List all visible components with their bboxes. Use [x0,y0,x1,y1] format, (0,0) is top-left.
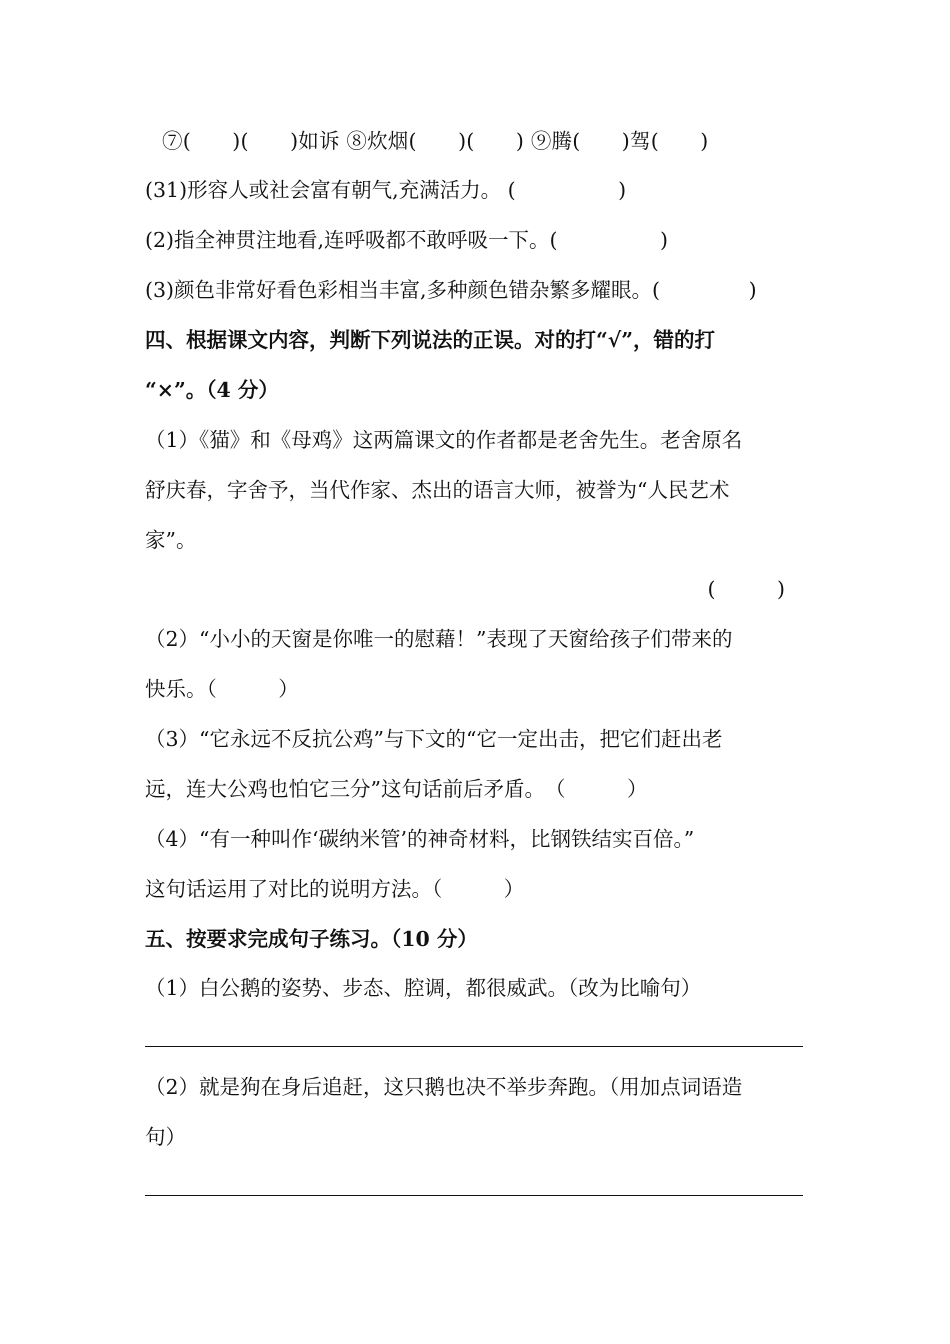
section-5-heading: 五、按要求完成句子练习。（10 分） [145,927,478,951]
sentence-item-2-line-1: （2）就是狗在身后追赶，这只鹅也决不举步奔跑。（用加点词语造 [145,1075,743,1099]
judge-item-1-line-3: 家”。 [145,528,197,552]
judge-item-3-line-2: 远，连大公鸡也怕它三分”这句话前后矛盾。 （ ） [145,777,648,801]
sentence-item-2-line-2: 句） [145,1125,186,1149]
fill-in-line-7-9: ⑦( )( )如诉 ⑧炊烟( )( ) ⑨腾( )驾( ) [162,129,709,153]
judge-item-4-line-2: 这句话运用了对比的说明方法。（ ） [145,877,525,901]
judge-item-4-line-1: （4）“有一种叫作‘碳纳米管’的神奇材料，比钢铁结实百倍。” [145,827,695,851]
definition-question-2: (2)指全神贯注地看,连呼吸都不敢呼吸一下。( ) [145,228,669,252]
judge-item-1-bracket: ( ) [707,577,785,601]
judge-item-2-line-2: 快乐。（ ） [145,677,299,701]
answer-line-1[interactable] [145,1046,803,1047]
section-4-heading-line-2: “×”。（4 分） [145,378,279,402]
definition-question-3: (3)颜色非常好看色彩相当丰富,多种颜色错杂繁多耀眼。( ) [145,278,757,302]
definition-question-31: (31)形容人或社会富有朝气,充满活力。 ( ) [145,178,627,202]
sentence-item-1: （1）白公鹅的姿势、步态、腔调，都很威武。（改为比喻句） [145,976,702,1000]
section-4-heading-line-1: 四、根据课文内容，判断下列说法的正误。对的打“√”，错的打 [145,328,716,352]
judge-item-3-line-1: （3）“它永远不反抗公鸡”与下文的“它一定出击，把它们赶出老 [145,727,723,751]
judge-item-1-line-1: （1）《猫》和《母鸡》这两篇课文的作者都是老舍先生。老舍原名 [145,428,743,452]
answer-line-2[interactable] [145,1195,803,1196]
judge-item-1-line-2: 舒庆春，字舍予，当代作家、杰出的语言大师，被誉为“人民艺术 [145,478,730,502]
judge-item-2-line-1: （2）“小小的天窗是你唯一的慰藉！”表现了天窗给孩子们带来的 [145,627,733,651]
